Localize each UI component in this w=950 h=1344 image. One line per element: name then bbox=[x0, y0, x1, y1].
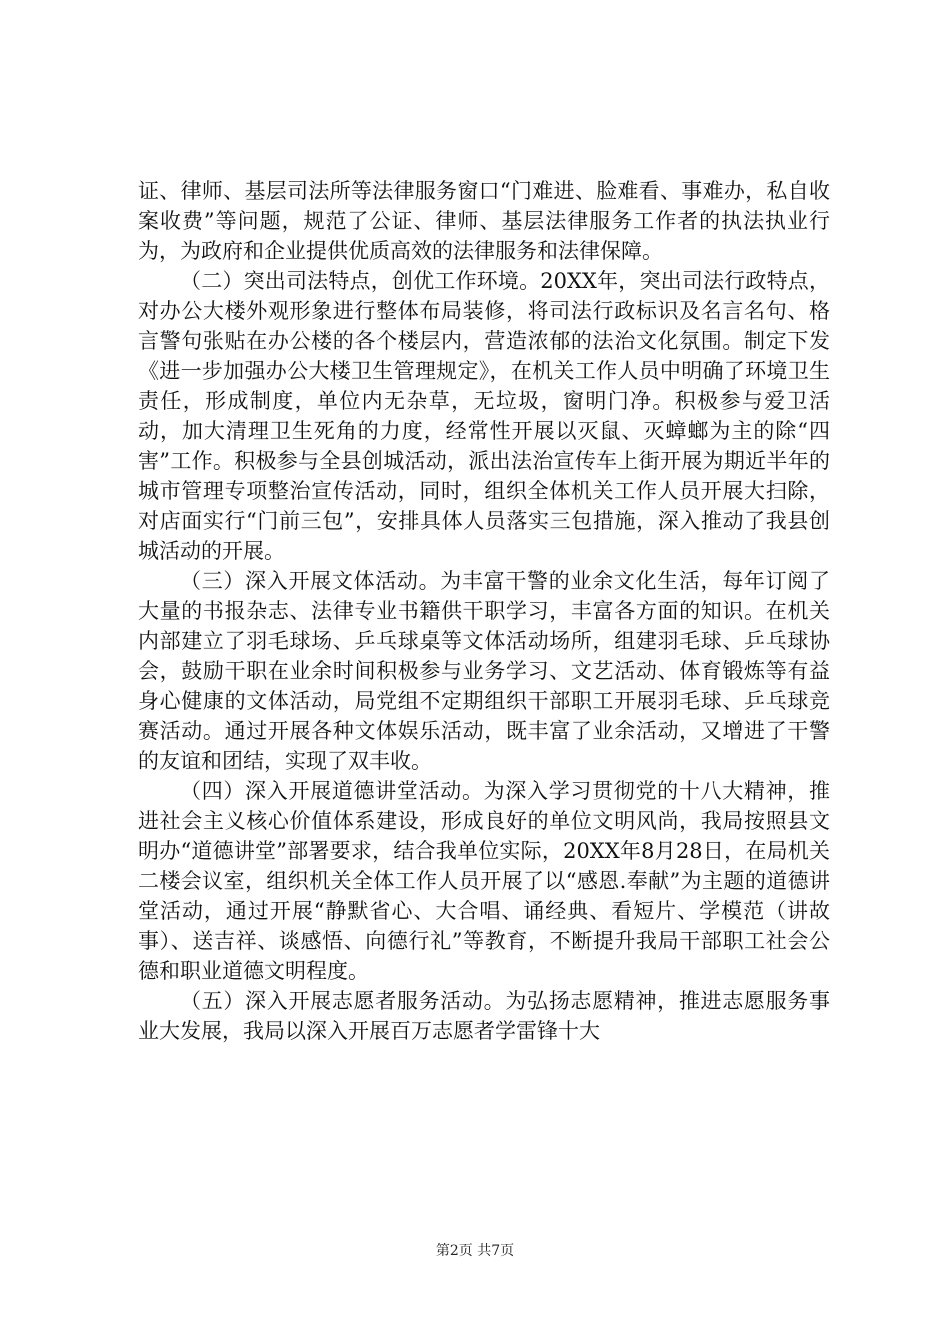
paragraph-section-3: （三）深入开展文体活动。为丰富干警的业余文化生活，每年订阅了大量的书报杂志、法律专业书籍供干职学习，丰富各方面的知识。在机关内部建立了羽毛球场、乒乓球桌等文体活动场所，组建羽毛球、乒乓球协会，鼓励干职在业余时间积极参与业务学习、文艺活动、体育锻炼等有益身心健康的文体活动，局党组不定期组织干部职工开展羽毛球、乒乓球竞赛活动。通过开展各种文体娱乐活动，既丰富了业余活动，又增进了干警的友谊和团结，实现了双丰收。 bbox=[138, 569, 830, 773]
paragraph-section-5: （五）深入开展志愿者服务活动。为弘扬志愿精神，推进志愿服务事业大发展，我局以深入开展百万志愿者学雷锋十大 bbox=[138, 989, 830, 1043]
page-number-footer: 第2页 共7页 bbox=[435, 1243, 515, 1259]
paragraph-section-2: （二）突出司法特点，创优工作环境。20XX年，突出司法行政特点，对办公大楼外观形象进行整体布局装修，将司法行政标识及名言名句、格言警句张贴在办公楼的各个楼层内，营造浓郁的法治文化氛围。制定下发《进一步加强办公大楼卫生管理规定》，在机关工作人员中明确了环境卫生责任，形成制度，单位内无杂草，无垃圾，窗明门净。积极参与爱卫活动，加大清理卫生死角的力度，经常性开展以灭鼠、灭蟑螂为主的除“四害”工作。积极参与全县创城活动，派出法治宣传车上街开展为期近半年的城市管理专项整治宣传活动，同时，组织全体机关工作人员开展大扫除，对店面实行“门前三包”，安排具体人员落实三包措施，深入推动了我县创城活动的开展。 bbox=[138, 269, 830, 563]
paragraph-section-4: （四）深入开展道德讲堂活动。为深入学习贯彻党的十八大精神，推进社会主义核心价值体系建设，形成良好的单位文明风尚，我局按照县文明办“道德讲堂”部署要求，结合我单位实际，20XX年8月28日，在局机关二楼会议室，组织机关全体工作人员开展了以“感恩.奉献”为主题的道德讲堂活动，通过开展“静默省心、大合唱、诵经典、看短片、学模范（讲故事）、送吉祥、谈感悟、向德行礼”等教育，不断提升我局干部职工社会公德和职业道德文明程度。 bbox=[138, 779, 830, 983]
document-body bbox=[138, 176, 830, 1046]
paragraph-continuation: 证、律师、基层司法所等法律服务窗口“门难进、脸难看、事难办，私自收案收费”等问题，规范了公证、律师、基层法律服务工作者的执法执业行为，为政府和企业提供优质高效的法律服务和法律保障。 bbox=[138, 179, 830, 263]
